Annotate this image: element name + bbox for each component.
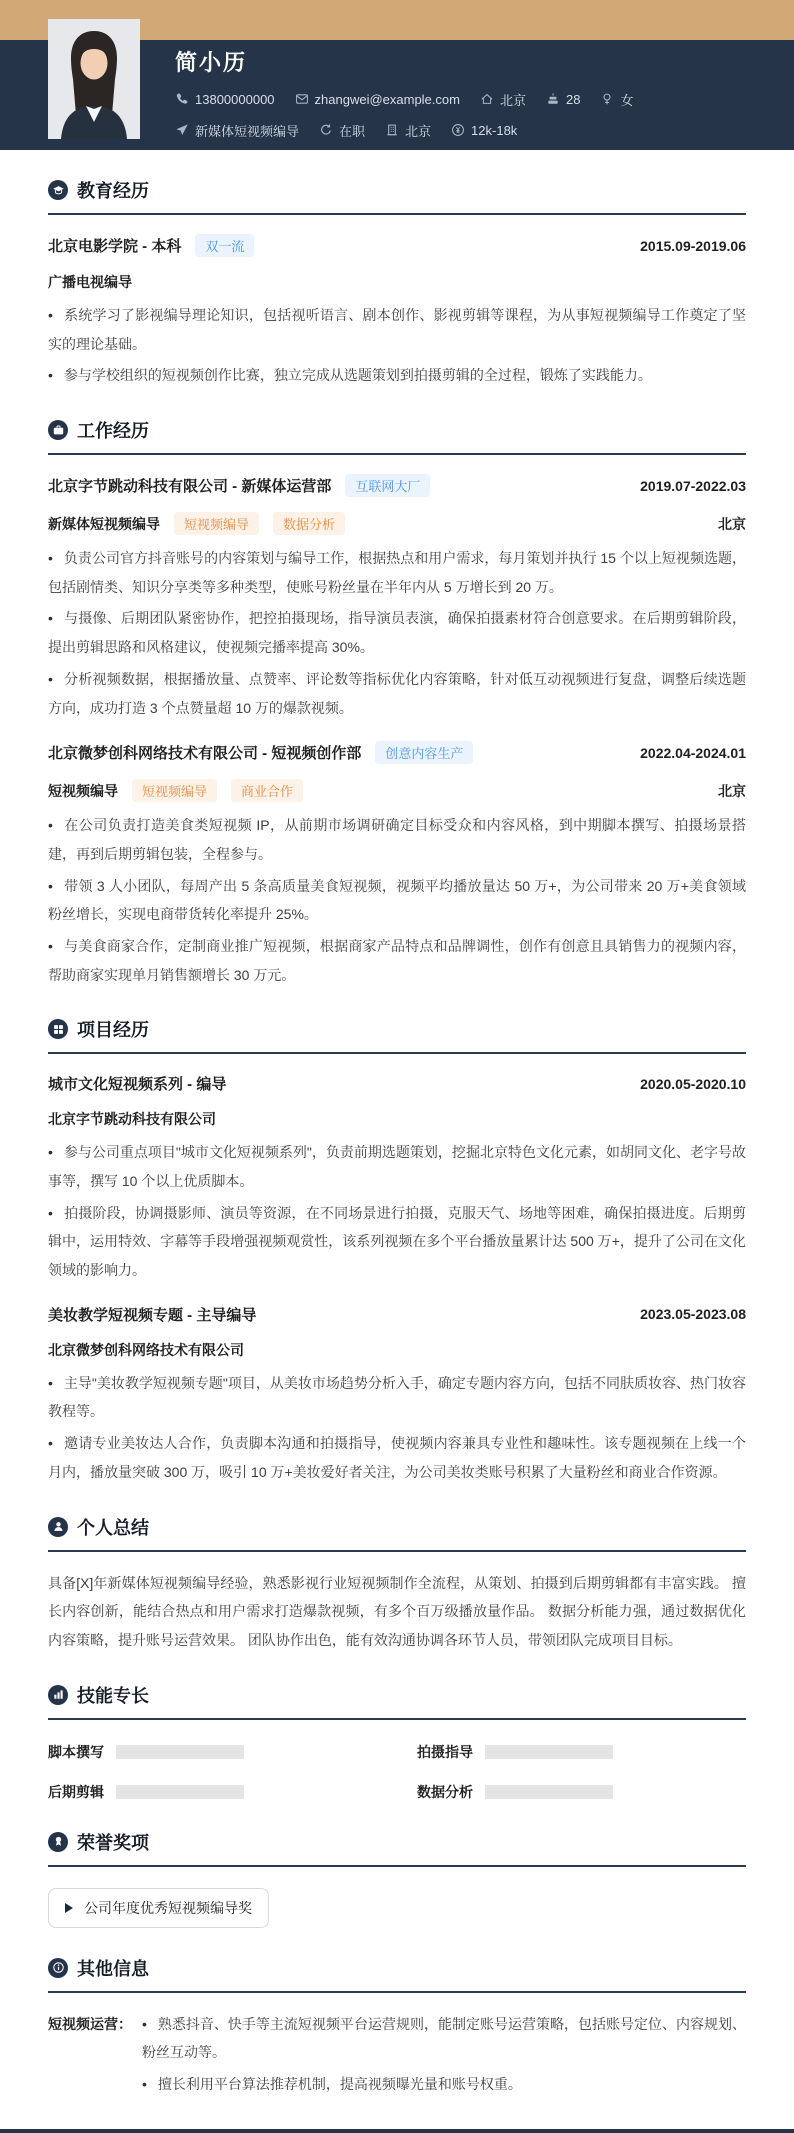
job-title: 短视频编导: [48, 782, 118, 799]
contact-phone: [175, 92, 275, 107]
contact-position: [175, 121, 299, 140]
job-title: 新媒体短视频编导: [48, 515, 160, 532]
section-skills: [48, 1682, 746, 1802]
section-summary: [48, 1514, 746, 1655]
grid-icon: [48, 1019, 68, 1039]
project-date: 2020.05-2020.10: [640, 1075, 746, 1092]
section-projects: [48, 1016, 746, 1486]
section-honors-header: [48, 1829, 746, 1855]
other-info-row: [48, 2007, 746, 2099]
person-icon: [48, 1517, 68, 1537]
contact-phone-text: 13800000000: [195, 91, 275, 107]
work-bullets: [48, 544, 746, 722]
skill-item: [48, 1742, 377, 1762]
contact-gender: [600, 90, 633, 109]
company-name: 北京字节跳动科技有限公司 - 新媒体运营部: [48, 478, 332, 496]
job-tag: 短视频编导: [174, 512, 259, 535]
bottom-accent-bar: [0, 2129, 794, 2133]
honor-text: 公司年度优秀短视频编导奖: [84, 1899, 252, 1916]
skill-label: 脚本撰写: [48, 1743, 104, 1760]
skill-item: [48, 1782, 377, 1802]
job-location: 北京: [718, 515, 746, 532]
section-rule: [48, 1865, 746, 1867]
work-entry: [48, 474, 746, 722]
section-work: [48, 417, 746, 989]
contact-home-city: [480, 90, 526, 109]
section-work-header: [48, 417, 746, 443]
bullet-item: • 参与公司重点项目"城市文化短视频系列"，负责前期选题策划，挖掘北京特色文化元素，如胡同文化、老字号故事等，撰写 10 个以上优质脚本。: [48, 1138, 746, 1195]
company-badge: 互联网大厂: [345, 474, 430, 497]
section-title: 个人总结: [77, 1517, 149, 1538]
position-icon: [175, 123, 189, 137]
candidate-name: 简小历: [175, 50, 248, 75]
resume-body: [0, 177, 794, 2129]
bullet-item: • 拍摄阶段，协调摄影师、演员等资源，在不同场景进行拍摄，克服天气、场地等困难，确保拍摄进度。后期剪辑中，运用特效、字幕等手段增强视频观赏性，该系列视频在多个平台播放量累计达 500 万+，提升了公司在文化领域的影响力。: [48, 1199, 746, 1285]
phone-icon: [175, 92, 189, 106]
profile-photo: [48, 19, 140, 139]
age-icon: [546, 92, 560, 106]
salary-icon: [451, 123, 465, 137]
other-bullets: [142, 2007, 746, 2099]
bullet-item: • 与美食商家合作，定制商业推广短视频，根据商家产品特点和品牌调性，创作有创意且具销售力的视频内容，帮助商家实现单月销售额增长 30 万元。: [48, 932, 746, 989]
work-bullets: [48, 811, 746, 989]
section-title: 教育经历: [77, 181, 149, 201]
contact-status: [319, 121, 365, 140]
building-icon: [385, 123, 399, 137]
section-title: 项目经历: [77, 1020, 149, 1041]
medal-icon: [48, 1832, 68, 1852]
bullet-item: • 系统学习了影视编导理论知识，包括视听语言、剧本创作、影视剪辑等课程，为从事短视频编导工作奠定了坚实的理论基础。: [48, 301, 746, 358]
contact-age-text: 28: [565, 91, 581, 107]
job-location: 北京: [718, 782, 746, 799]
skill-bar: [485, 1785, 613, 1799]
contact-work-city-text: 北京: [405, 123, 432, 139]
header-main: [175, 40, 794, 140]
school-name: 北京电影学院 - 本科: [48, 238, 182, 255]
job-tag: 短视频编导: [132, 779, 217, 802]
project-entry: [48, 1073, 746, 1284]
skill-label: 数据分析: [417, 1783, 473, 1800]
work-entry: [48, 741, 746, 989]
section-title: 其他信息: [77, 1958, 149, 1979]
bar-chart-icon: [48, 1685, 68, 1705]
section-summary-header: [48, 1514, 746, 1540]
mail-icon: [295, 92, 309, 106]
project-bullets: [48, 1138, 746, 1284]
work-date: 2019.07-2022.03: [640, 477, 746, 494]
section-projects-header: [48, 1016, 746, 1042]
summary-text: 具备[X]年新媒体短视频编导经验，熟悉影视行业短视频制作全流程，从策划、拍摄到后期剪辑都有丰富实践。 擅长内容创新，能结合热点和用户需求打造爆款视频，有多个百万级播放量作品。 数据分析能力强，通过数据优化内容策略，提升账号运营效果。 团队协作出色，能有效沟通协调各环节人员，带领团队完成项目目标。: [48, 1574, 746, 1648]
work-date: 2022.04-2024.01: [640, 744, 746, 761]
school-badge: 双一流: [195, 234, 254, 257]
contact-home-city-text: 北京: [499, 92, 526, 108]
play-icon: [65, 1903, 73, 1913]
section-other-header: [48, 1955, 746, 1981]
section-other: [48, 1955, 746, 2099]
project-date: 2023.05-2023.08: [640, 1306, 746, 1323]
contact-email-text: zhangwei@example.com: [314, 91, 460, 107]
education-entry: [48, 234, 746, 390]
bullet-item: • 邀请专业美妆达人合作，负责脚本沟通和拍摄指导，使视频内容兼具专业性和趣味性。该专题视频在上线一个月内，播放量突破 300 万，吸引 10 万+美妆爱好者关注，为公司美妆类账号积累了大量粉丝和商业合作资源。: [48, 1429, 746, 1486]
project-bullets: [48, 1369, 746, 1487]
section-skills-header: [48, 1682, 746, 1708]
contact-work-city: [385, 121, 431, 140]
other-info-label: 短视频运营：: [48, 2015, 132, 2032]
contact-position-text: 新媒体短视频编导: [195, 123, 300, 139]
contact-salary-text: 12k-18k: [471, 122, 518, 138]
project-name: 城市文化短视频系列 - 编导: [48, 1076, 227, 1094]
section-rule: [48, 1052, 746, 1054]
bullet-item: • 负责公司官方抖音账号的内容策划与编导工作，根据热点和用户需求，每月策划并执行 15 个以上短视频选题，包括剧情类、知识分享类等多种类型，使账号粉丝量在半年内从 5 万增长到 20 万。: [48, 544, 746, 601]
job-tag: 数据分析: [273, 512, 345, 535]
major: 广播电视编导: [48, 274, 132, 290]
bullet-item: • 在公司负责打造美食类短视频 IP，从前期市场调研确定目标受众和内容风格，到中期脚本撰写、拍摄场景搭建，再到后期剪辑包装，全程参与。: [48, 811, 746, 868]
skill-bar: [485, 1745, 613, 1759]
section-title: 技能专长: [77, 1685, 149, 1706]
gender-icon: [600, 92, 614, 106]
info-icon: [48, 1958, 68, 1978]
graduation-cap-icon: [48, 180, 68, 200]
skill-bar: [116, 1785, 244, 1799]
skill-item: [417, 1742, 746, 1762]
skill-bar: [116, 1745, 244, 1759]
contact-gender-text: 女: [620, 92, 634, 108]
skill-label: 拍摄指导: [417, 1743, 473, 1760]
section-title: 工作经历: [77, 421, 149, 442]
skill-label: 后期剪辑: [48, 1783, 104, 1800]
skills-grid: [48, 1742, 746, 1802]
contact-age: [546, 92, 580, 107]
bullet-item: • 主导"美妆教学短视频专题"项目，从美妆市场趋势分析入手，确定专题内容方向，包括不同肤质妆容、热门妆容教程等。: [48, 1369, 746, 1426]
section-rule: [48, 1550, 746, 1552]
bullet-item: • 带领 3 人小团队，每周产出 5 条高质量美食短视频，视频平均播放量达 50 万+，为公司带来 20 万+美食领域粉丝增长，实现电商带货转化率提升 25%。: [48, 872, 746, 929]
home-icon: [480, 92, 494, 106]
education-date: 2015.09-2019.06: [640, 237, 746, 254]
skill-item: [417, 1782, 746, 1802]
company-badge: 创意内容生产: [375, 741, 473, 764]
bullet-item: • 参与学校组织的短视频创作比赛，独立完成从选题策划到拍摄剪辑的全过程，锻炼了实践能力。: [48, 361, 746, 390]
section-rule: [48, 1991, 746, 1993]
bullet-item: • 擅长利用平台算法推荐机制，提高视频曝光量和账号权重。: [142, 2070, 746, 2099]
project-org: 北京字节跳动科技有限公司: [48, 1111, 216, 1128]
contact-row-2: [175, 121, 794, 140]
section-rule: [48, 1718, 746, 1720]
section-rule: [48, 453, 746, 455]
section-honors: [48, 1829, 746, 1928]
project-org: 北京微梦创科网络技术有限公司: [48, 1341, 244, 1358]
contact-email: [295, 92, 460, 107]
bullet-item: • 熟悉抖音、快手等主流短视频平台运营规则，能制定账号运营策略，包括账号定位、内容规划、粉丝互动等。: [142, 2010, 746, 2067]
section-rule: [48, 213, 746, 215]
contact-row-1: [175, 90, 794, 109]
section-title: 荣誉奖项: [77, 1832, 149, 1853]
bullet-item: • 与摄像、后期团队紧密协作，把控拍摄现场，指导演员表演，确保拍摄素材符合创意要求。在后期剪辑阶段，提出剪辑思路和风格建议，使视频完播率提高 30%。: [48, 604, 746, 661]
section-education-header: [48, 177, 746, 203]
contact-salary: [451, 123, 517, 138]
status-icon: [319, 123, 333, 137]
resume-header: [0, 40, 794, 150]
honor-item[interactable]: [48, 1888, 269, 1928]
company-name: 北京微梦创科网络技术有限公司 - 短视频创作部: [48, 745, 362, 763]
bullet-item: • 分析视频数据，根据播放量、点赞率、评论数等指标优化内容策略，针对低互动视频进行复盘，调整后续选题方向，成功打造 3 个点赞量超 10 万的爆款视频。: [48, 665, 746, 722]
education-bullets: [48, 301, 746, 390]
section-education: [48, 177, 746, 390]
briefcase-icon: [48, 420, 68, 440]
project-entry: [48, 1304, 746, 1487]
project-name: 美妆教学短视频专题 - 主导编导: [48, 1306, 257, 1324]
job-tag: 商业合作: [231, 779, 303, 802]
contact-status-text: 在职: [339, 123, 366, 139]
